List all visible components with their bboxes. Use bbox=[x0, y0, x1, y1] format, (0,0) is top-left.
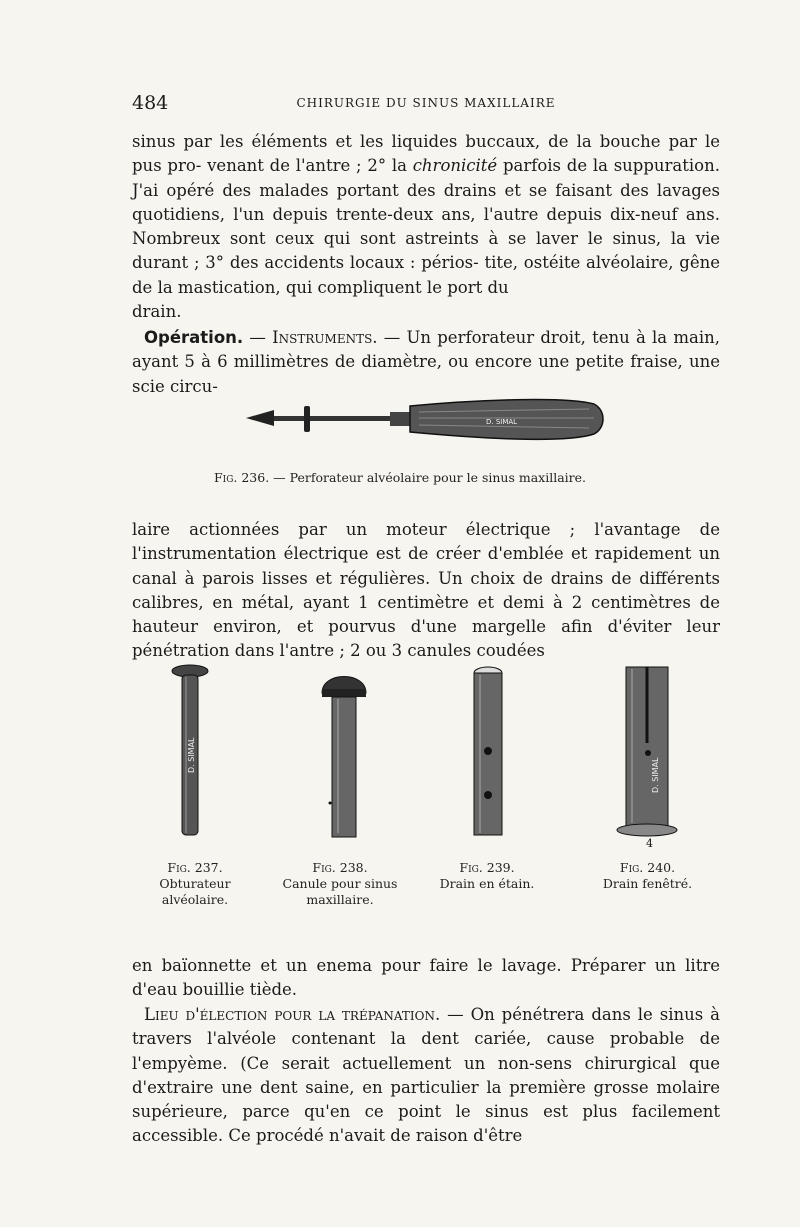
caption-fig-236 bbox=[180, 470, 620, 486]
instruments-subheading: Instruments. bbox=[272, 328, 378, 347]
maker-mark: D. SIMAL bbox=[651, 757, 660, 793]
cannula-illustration bbox=[318, 663, 370, 843]
obturator-illustration bbox=[170, 663, 210, 843]
caption-text: Obturateur alvéolaire. bbox=[159, 876, 231, 907]
maker-mark: D. SIMAL bbox=[486, 418, 518, 426]
tin-drain-illustration bbox=[468, 663, 508, 843]
p1-line-2a: venant de l'antre ; 2° la bbox=[207, 156, 413, 176]
dash: — bbox=[440, 1005, 471, 1024]
paragraph-operation bbox=[132, 326, 720, 399]
p1-line-5: astreints à se laver le sinus, la vie durant ; 3° des accidents locaux : périos- bbox=[132, 229, 720, 273]
fig-label: Fig. 238. bbox=[312, 860, 368, 875]
operation-heading: Opération. bbox=[144, 328, 244, 347]
fenestrated-drain-illustration bbox=[612, 663, 682, 848]
caption-text: — Perforateur alvéolaire pour le sinus maxillaire. bbox=[269, 470, 587, 485]
paragraph-1 bbox=[132, 130, 720, 324]
paragraph-lavage: en baïonnette et un enema pour faire le lavage. Préparer un litre d'eau bouillie tiède. bbox=[132, 956, 720, 1000]
caption-text: Drain en étain. bbox=[439, 876, 535, 891]
paragraph-instruments-cont: laire actionnées par un moteur électrique ; l'avantage de l'instrumentation électrique est de créer d'emblée et rapidement un canal à parois lisses et régulières. Un choix de drains de différents calibres, en métal, ayant 1 centimètre et demi à 2 centimètres de hauteur environ, et pourvus d'une margelle afin d'éviter leur pénétration dans l'antre ; 2 ou 3 canules coudées bbox=[132, 520, 720, 661]
lieu-text: On pénétrera dans le sinus à travers l'alvéole contenant la dent cariée, cause probable de l'empyème. (Ce serait actuellement un non-sens chirurgical que d'extraire une dent saine, en particulier la première grosse molaire supérieure, parce qu'en ce point le sinus est plus facilement accessible. Ce procédé n'avait de raison d'être bbox=[132, 1005, 720, 1146]
p1-line-6: tite, ostéite alvéolaire, gêne de la mastication, qui compliquent le port du bbox=[132, 253, 720, 297]
maker-mark: D. SIMAL bbox=[187, 737, 196, 773]
fig-label: Fig. 237. bbox=[167, 860, 223, 875]
page-header bbox=[132, 92, 720, 118]
fig-label: Fig. 239. bbox=[459, 860, 515, 875]
operation-text: Un perforateur droit, tenu à la main, ayant 5 à 6 millimètres de diamètre, ou encore une petite fraise, une scie circu- bbox=[132, 328, 720, 396]
running-title: CHIRURGIE DU SINUS MAXILLAIRE bbox=[296, 96, 556, 110]
caption-fig-237 bbox=[140, 860, 250, 908]
caption-fig-239 bbox=[432, 860, 542, 892]
dash: — bbox=[377, 328, 407, 347]
caption-text: Drain fenêtré. bbox=[602, 876, 693, 891]
caption-text: Canule pour sinus maxillaire. bbox=[282, 876, 398, 907]
lieu-heading: Lieu d'élection pour la trépanation. bbox=[144, 1005, 441, 1024]
p1-italic-term: chronicité bbox=[412, 156, 498, 176]
p1-line-3: malades portant des drains et se faisant des lavages quotidiens, l'un depuis bbox=[132, 180, 721, 224]
caption-fig-240 bbox=[590, 860, 705, 892]
p1-line-7: drain. bbox=[132, 302, 182, 322]
page-number: 484 bbox=[132, 92, 169, 114]
p1-line-1: sinus par les éléments et les liquides buccaux, de la bouche par le pus pro- bbox=[132, 132, 720, 176]
p1-line-2b: parfois de la suppuration. J'ai opéré des bbox=[132, 156, 720, 200]
mark-number: 4 bbox=[646, 837, 653, 848]
caption-fig-238 bbox=[280, 860, 400, 908]
fig-label: Fig. 240. bbox=[619, 860, 676, 875]
fig-label: Fig. 236. bbox=[213, 470, 270, 485]
paragraph-lieu-election bbox=[132, 1003, 720, 1149]
dash: — bbox=[243, 328, 273, 347]
perforator-illustration bbox=[244, 392, 604, 448]
p1-line-4: trente-deux ans, l'autre depuis dix-neuf ans. Nombreux sont ceux qui sont bbox=[132, 204, 721, 249]
